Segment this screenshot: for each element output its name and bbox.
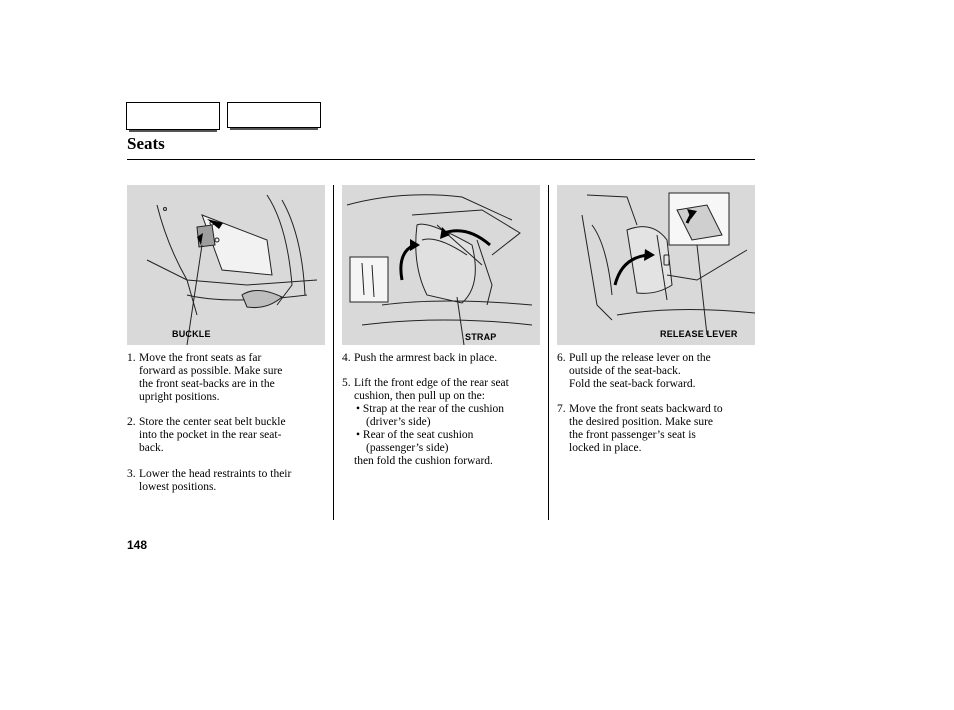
step-line: into the pocket in the rear seat-: [139, 429, 282, 441]
step-number: 3.: [127, 468, 136, 480]
release-lever-illustration: [557, 185, 755, 345]
step-line: Move the front seats backward to: [569, 403, 723, 415]
step-line: the desired position. Make sure: [569, 416, 714, 428]
step-line: upright positions.: [139, 391, 220, 403]
step-line: Store the center seat belt buckle: [139, 416, 286, 428]
step-line: Lift the front edge of the rear seat: [354, 377, 509, 389]
figure-strap: [342, 185, 540, 345]
bullet-line: (driver’s side): [366, 416, 431, 428]
step-line: outside of the seat-back.: [569, 365, 681, 377]
title-divider: [127, 159, 755, 160]
step-number: 7.: [557, 403, 566, 415]
step-line: the front passenger’s seat is: [569, 429, 696, 441]
step-number: 5.: [342, 377, 351, 389]
figure-release-lever: [557, 185, 755, 345]
nav-tab-table-of-contents[interactable]: [227, 102, 321, 128]
step-line: Move the front seats as far: [139, 352, 262, 364]
step-7: [557, 403, 757, 455]
figure-buckle: [127, 185, 325, 345]
bullet-line: • Rear of the seat cushion: [356, 429, 474, 441]
page-number: 148: [127, 538, 148, 552]
release-lever-label: RELEASE LEVER: [660, 329, 738, 339]
step-line: Push the armrest back in place.: [354, 352, 498, 364]
column-divider-1: [333, 185, 334, 520]
step-line: Pull up the release lever on the: [569, 352, 711, 364]
step-line: locked in place.: [569, 442, 642, 454]
step-line: lowest positions.: [139, 481, 217, 493]
step-line: the front seat-backs are in the: [139, 378, 275, 390]
step-line: then fold the cushion forward.: [354, 455, 493, 467]
step-line: Lower the head restraints to their: [139, 468, 292, 480]
step-4: [342, 352, 542, 365]
step-number: 2.: [127, 416, 136, 428]
buckle-label: BUCKLE: [172, 329, 211, 339]
step-line: Fold the seat-back forward.: [569, 378, 696, 390]
step-line: forward as possible. Make sure: [139, 365, 283, 377]
bullet-line: (passenger’s side): [366, 442, 449, 454]
section-title: Seats: [127, 134, 165, 153]
step-number: 6.: [557, 352, 566, 364]
step-line: back.: [139, 442, 164, 454]
step-1: [127, 352, 327, 404]
column-divider-2: [548, 185, 549, 520]
step-6: [557, 352, 757, 391]
step-line: cushion, then pull up on the:: [354, 390, 485, 402]
step-number: 1.: [127, 352, 136, 364]
step-3: [127, 468, 327, 494]
bullet-line: • Strap at the rear of the cushion: [356, 403, 505, 415]
step-5: [342, 377, 546, 468]
step-number: 4.: [342, 352, 351, 364]
buckle-illustration: [127, 185, 325, 345]
step-2: [127, 416, 327, 455]
bullet-item: [354, 403, 546, 429]
nav-tab-main-menu[interactable]: [126, 102, 220, 130]
strap-illustration: [342, 185, 540, 345]
bullet-item: [354, 429, 546, 455]
strap-label: STRAP: [465, 332, 497, 342]
